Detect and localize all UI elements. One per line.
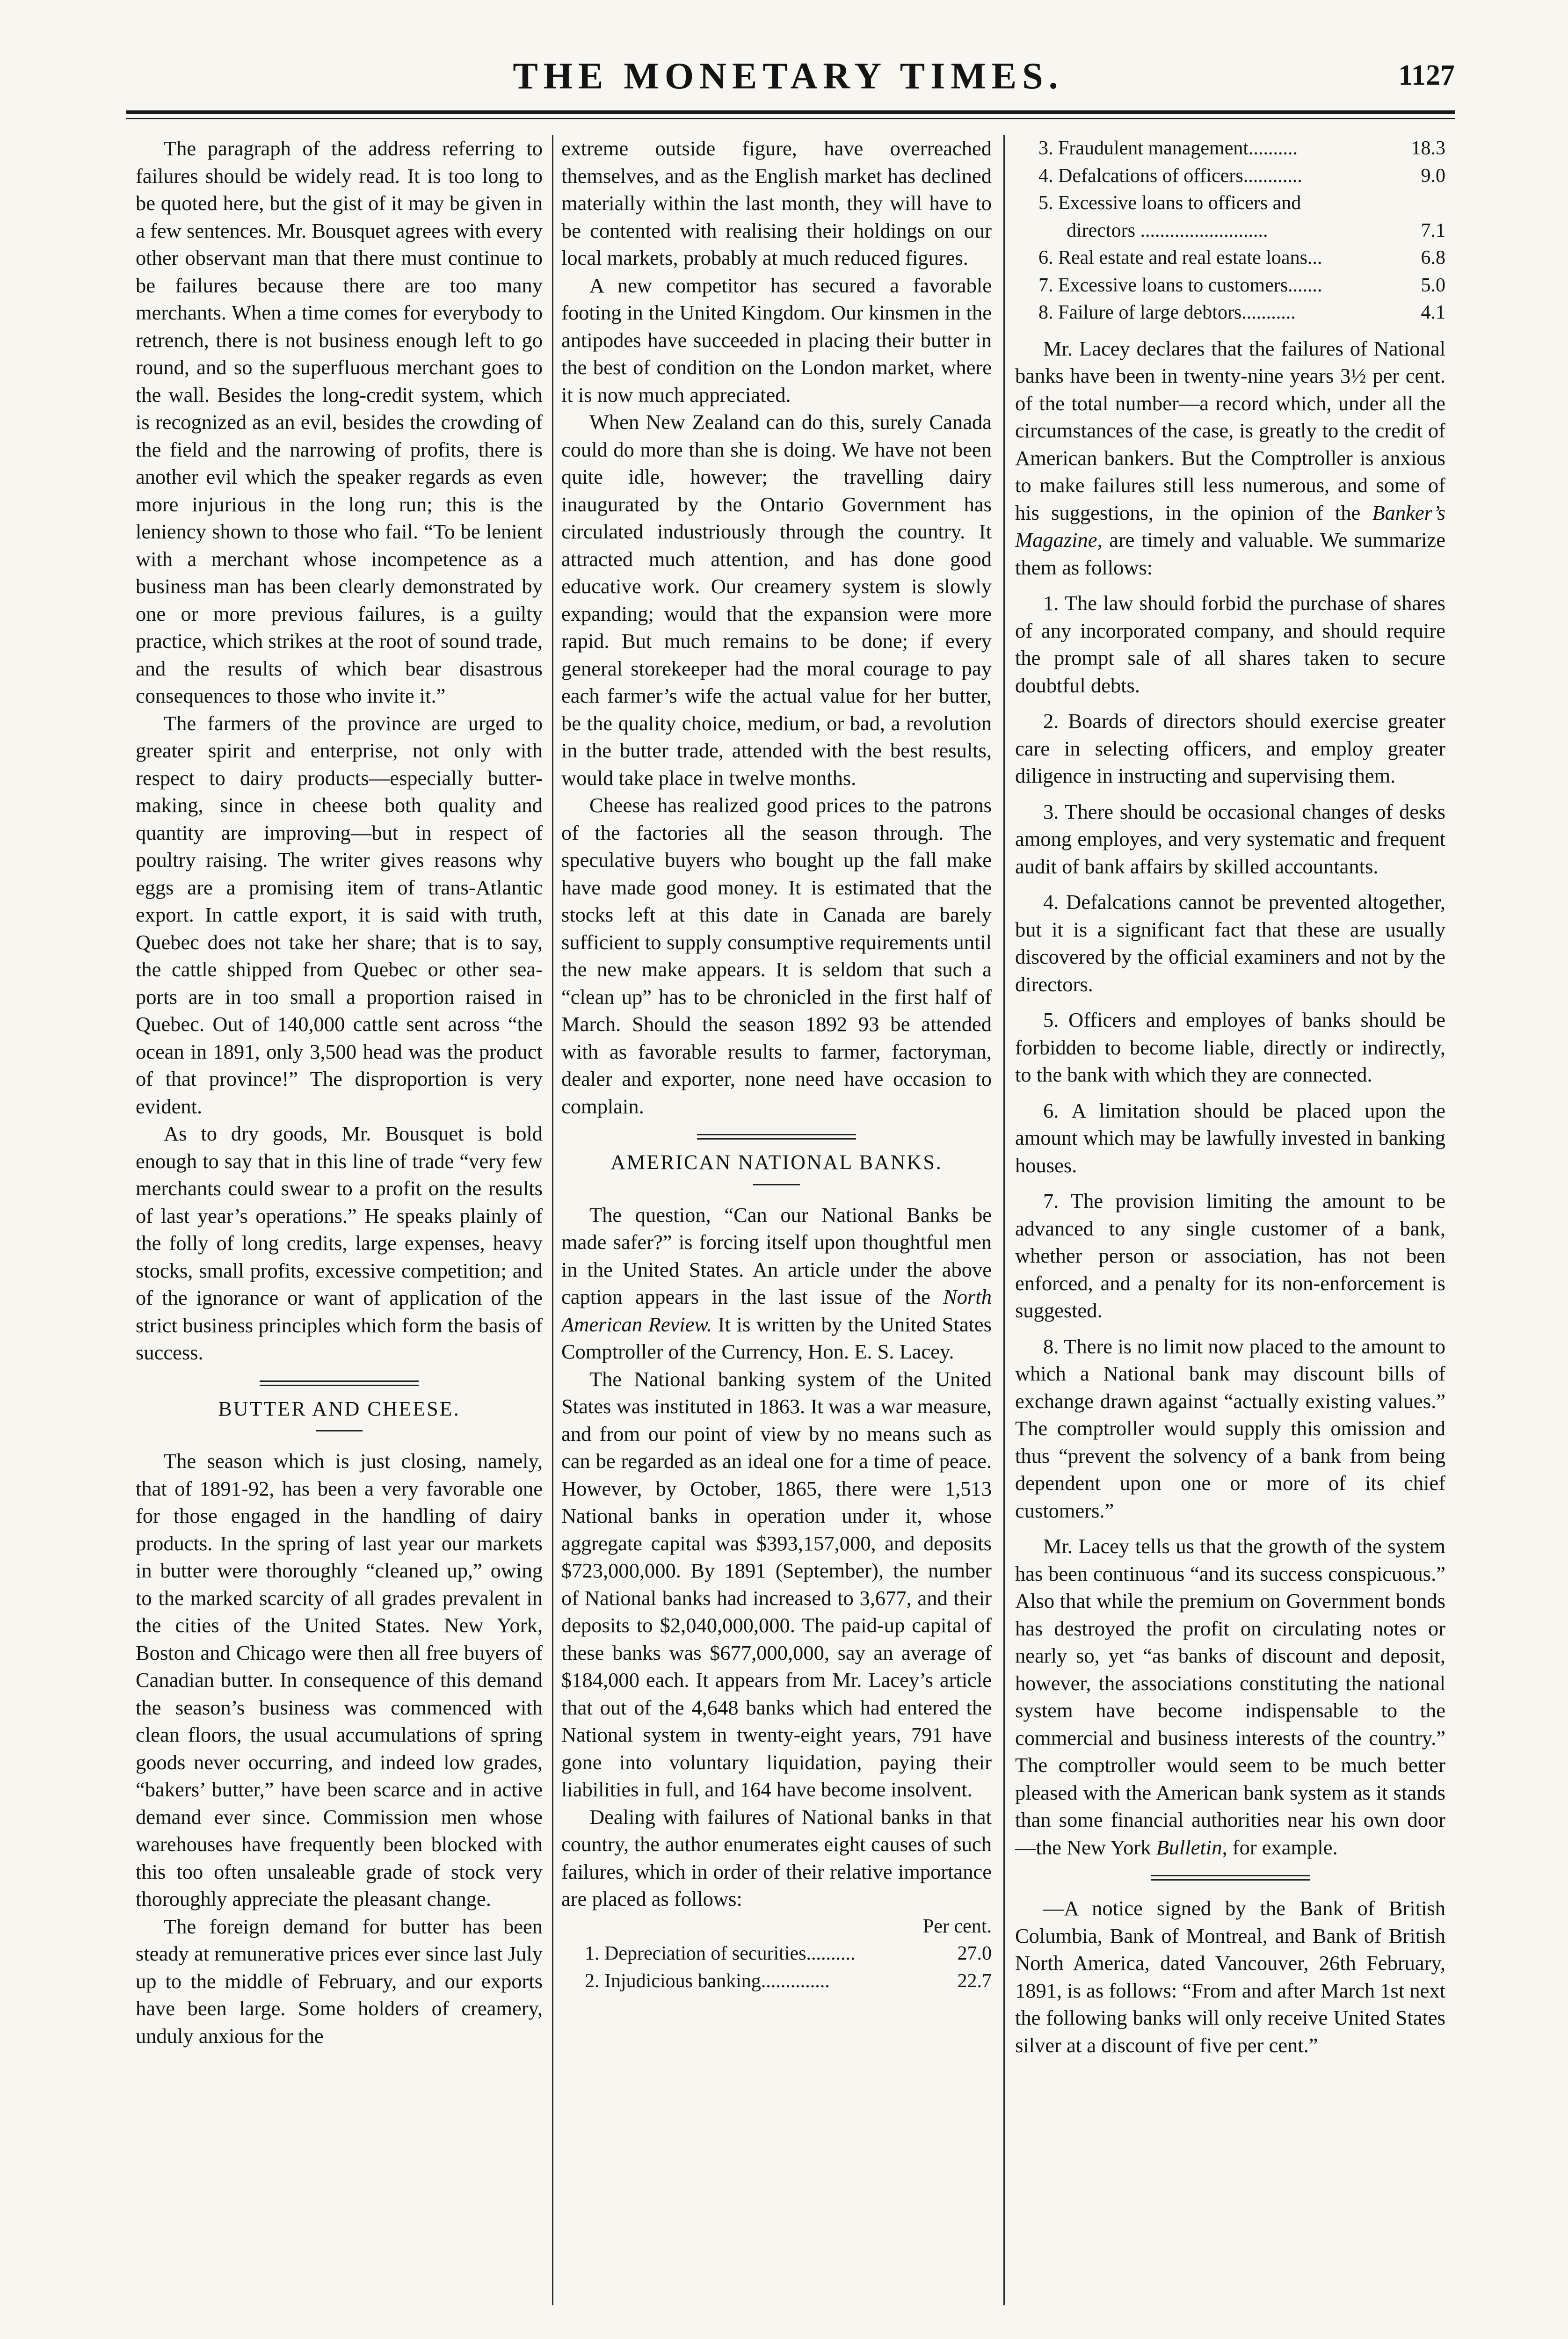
suggestion-item: 3. There should be occasional changes of desks among employes, and very systematic and frequent audit of bank affairs by skilled accountants. (1015, 799, 1445, 878)
list-item: 3. Fraudulent management.......... 18.3 (1038, 138, 1445, 159)
paragraph: Cheese has realized good prices to the patrons of the factories all the season through. The speculative buyers who bought up the fall make have made good money. It is estimated that the stocks left at this date in Canada are barely sufficient to supply consumptive requirements until the new make appears. It is seldom that such a “clean up” has to be chronicled in the first half of March. Should the season 1892 93 be attended with as favorable results to farmer, factoryman, dealer and exporter, none need have occasion to complain. (561, 793, 992, 1118)
suggestion-item: 7. The provision limiting the amount to be advanced to any single customer of a bank, whether person or association, has not been enforced, and a penalty for its non-enforcement is suggested. (1015, 1189, 1445, 1322)
paragraph: The question, “Can our National Banks be made safer?” is forcing itself upon thoughtful men in the United States. An article under the above caption appears in the last issue of the North American Review. It is written by the United States Comptroller of the Currency, Hon. E. S. Lacey. (561, 1203, 992, 1363)
paragraph: The National banking system of the United States was instituted in 1863. It was a war measure, and from our point of view by no means such as can be regarded as an ideal one for a time of peace. However, by October, 1865, there were 1,513 National banks in operation under it, whose aggregate capital was $393,157,000, and deposits $723,000,000. By 1891 (September), the number of National banks had increased to 3,677, and their deposits to $2,040,000,000. The paid-up capital of these banks was $677,000,000, say an average of $184,000 each. It appears from Mr. Lacey’s article that out of the 4,648 banks which had entered the National system in twenty-eight years, 791 have gone into voluntary liquidation, paying their liabilities in full, and 164 have become insolvent. (561, 1367, 992, 1801)
page-number: 1127 (1398, 59, 1455, 91)
column-1 (136, 135, 543, 2315)
list-item: 1. Depreciation of securities.......... 27.0 (585, 1943, 992, 1964)
list-item: 4. Defalcations of officers............ 9.0 (1038, 165, 1445, 187)
list-item: 7. Excessive loans to customers....... 5.0 (1038, 274, 1445, 296)
suggestion-item: 5. Officers and employes of banks should be forbidden to become liable, directly or indirectly, to the bank with which they are connected. (1015, 1008, 1445, 1086)
paragraph: The farmers of the province are urged to greater spirit and enterprise, not only with respect to dairy products—especially butter-making, since in cheese both quality and quantity are improving—but in respect of poultry raising. The writer gives reasons why eggs are a promising item of trans-Atlantic export. In cattle export, it is said with truth, Quebec does not take her share; that is to say, the cattle shipped from Quebec or other sea-ports are in too small a proportion raised in Quebec. Out of 140,000 cattle sent across “the ocean in 1891, only 3,500 head was the product of that province!” The disproportion is very evident. (136, 711, 543, 1118)
per-cent-header: Per cent. (923, 1915, 992, 1937)
notice-paragraph: —A notice signed by the Bank of British Columbia, Bank of Montreal, and Bank of British North America, dated Vancouver, 26th February, 1891, is as follows: “From and after March 1st next the following banks will only receive United States silver at a discount of five per cent.” (1015, 1896, 1445, 2057)
column-2 (561, 135, 992, 2315)
header-rule-thick (126, 110, 1455, 114)
suggestion-item: 8. There is no limit now placed to the amount to which a National bank may discount bills of exchange drawn against “actually existing values.” The comptroller would supply this omission and thus “prevent the solvency of a bank from being dependent upon one or more of its chief customers.” (1015, 1334, 1445, 1522)
suggestion-item: 2. Boards of directors should exercise greater care in selecting officers, and employ greater diligence in instructing and supervising them. (1015, 709, 1445, 787)
paragraph: extreme outside figure, have overreached themselves, and as the English market has declined materially within the last month, they will have to be contented with realising their holdings on our local markets, probably at much reduced figures. (561, 137, 992, 269)
list-item: 8. Failure of large debtors........... 4.1 (1038, 302, 1445, 323)
list-item: 6. Real estate and real estate loans... 6.8 (1038, 247, 1445, 269)
header-rule-thin (126, 118, 1455, 119)
paragraph: Dealing with failures of National banks in that country, the author enumerates eight causes of such failures, which in order of their relative importance are placed as follows: (561, 1805, 992, 1910)
column-divider-2 (1003, 135, 1005, 2305)
paragraph: The foreign demand for butter has been steady at remunerative prices ever since last July up to the middle of February, and our exports have been large. Some holders of creamery, unduly anxious for the (136, 1914, 543, 2048)
causes-list-continued (1015, 135, 1445, 327)
paragraph: As to dry goods, Mr. Bousquet is bold enough to say that in this line of trade “very few merchants could swear to a profit on the results of last year’s operations.” He speaks plainly of the folly of long credits, large expenses, heavy stocks, small profits, excessive competition; and of the ignorance or want of application of the strict business principles which form the basis of success. (136, 1122, 543, 1364)
paragraph: Mr. Lacey tells us that the growth of the system has been continuous “and its success conspicuous.” Also that while the premium on Government bonds has destroyed the profit on circulating notes or nearly so, yet “as banks of discount and deposit, however, the associations constituting the national system have become indispensable to the commercial and business interests of the country.” The comptroller would seem to be much better pleased with the American bank system as it stands than some financial authorities near his own door—the New York Bulletin, for example. (1015, 1534, 1445, 1859)
section-heading-american-national-banks: AMERICAN NATIONAL BANKS. (610, 1151, 943, 1174)
suggestion-item: 4. Defalcations cannot be prevented altogether, but it is a significant fact that these are usually discovered by the official examiners and not by the directors. (1015, 890, 1445, 996)
list-item: directors .......................... 7.1 (1067, 219, 1445, 241)
causes-list (561, 1913, 992, 1995)
column-3 (1015, 135, 1445, 2315)
section-divider (260, 1380, 419, 1386)
suggestion-item: 6. A limitation should be placed upon the amount which may be lawfully invested in banking houses. (1015, 1098, 1445, 1177)
paragraph: When New Zealand can do this, surely Canada could do more than she is doing. We have not been quite idle, however; the travelling dairy inaugurated by the Ontario Government has circulated industriously through the country. It attracted much attention, and has done good educative work. Our creamery system is slowly expanding; would that the expansion were more rapid. But much remains to be done; if every general storekeeper had the moral courage to pay each farmer’s wife the actual value for her butter, be the quality choice, medium, or bad, a revolution in the butter trade, attended with the best results, would take place in twelve months. (561, 410, 992, 790)
heading-underline (316, 1430, 363, 1431)
section-divider (1151, 1875, 1310, 1881)
paragraph: The season which is just closing, namely, that of 1891-92, has been a very favorable one for those engaged in the handling of dairy products. In the spring of last year our markets in butter were thoroughly “cleaned up,” owing to the marked scarcity of all grades prevalent in the cities of the United States. New York, Boston and Chicago were then all free buyers of Canadian butter. In consequence of this demand the season’s business was commenced with clean floors, the usual accumulations of spring goods never occurring, and indeed low grades, “bakers’ butter,” have been scarce and in active demand ever since. Commission men whose warehouses have frequently been blocked with this too often unsaleable grade of stock very thoroughly appreciate the pleasant change. (136, 1449, 543, 1910)
paragraph: A new competitor has secured a favorable footing in the United Kingdom. Our kinsmen in the antipodes have succeeded in placing their butter in the best of condition on the London market, where it is now much appreciated. (561, 273, 992, 407)
section-divider (697, 1134, 856, 1140)
suggestion-item: 1. The law should forbid the purchase of shares of any incorporated company, and should require the prompt sale of all shares taken to secure doubtful debts. (1015, 591, 1445, 697)
masthead (122, 55, 1455, 102)
paragraph: The paragraph of the address referring to failures should be widely read. It is too long to be quoted here, but the gist of it may be given in a few sentences. Mr. Bousquet agrees with every other observant man that there must continue to be failures because there are too many merchants. When a time comes for everybody to retrench, there is not business enough left to go round, and so the superfluous merchant goes to the wall. Besides the long-credit system, which is recognized as an evil, besides the crowding of the field and the narrowing of profits, there is another evil which the speaker regards as even more injurious in the long run; this is the leniency shown to those who fail. “To be lenient with a merchant whose incompetence as a business man has been clearly demonstrated by one or more previous failures, is a guilty practice, which strikes at the root of sound trade, and the results of which bear disastrous consequences to those who invite it.” (136, 137, 543, 707)
list-item: 2. Injudicious banking.............. 22.7 (585, 1970, 992, 1992)
heading-underline (753, 1184, 800, 1185)
section-heading-butter-and-cheese: BUTTER AND CHEESE. (218, 1397, 460, 1420)
paragraph: Mr. Lacey declares that the failures of National banks have been in twenty-nine years 3½ per cent. of the total number—a record which, under all the circumstances of the case, is greatly to the credit of American bankers. But the Comptroller is anxious to make failures still less numerous, and some of his suggestions, in the opinion of the Banker’s Magazine, are timely and valuable. We summarize them as follows: (1015, 336, 1445, 579)
column-divider-1 (552, 135, 553, 2305)
publication-title: THE MONETARY TIMES. (513, 56, 1064, 97)
list-item: 5. Excessive loans to officers and (1038, 192, 1301, 214)
